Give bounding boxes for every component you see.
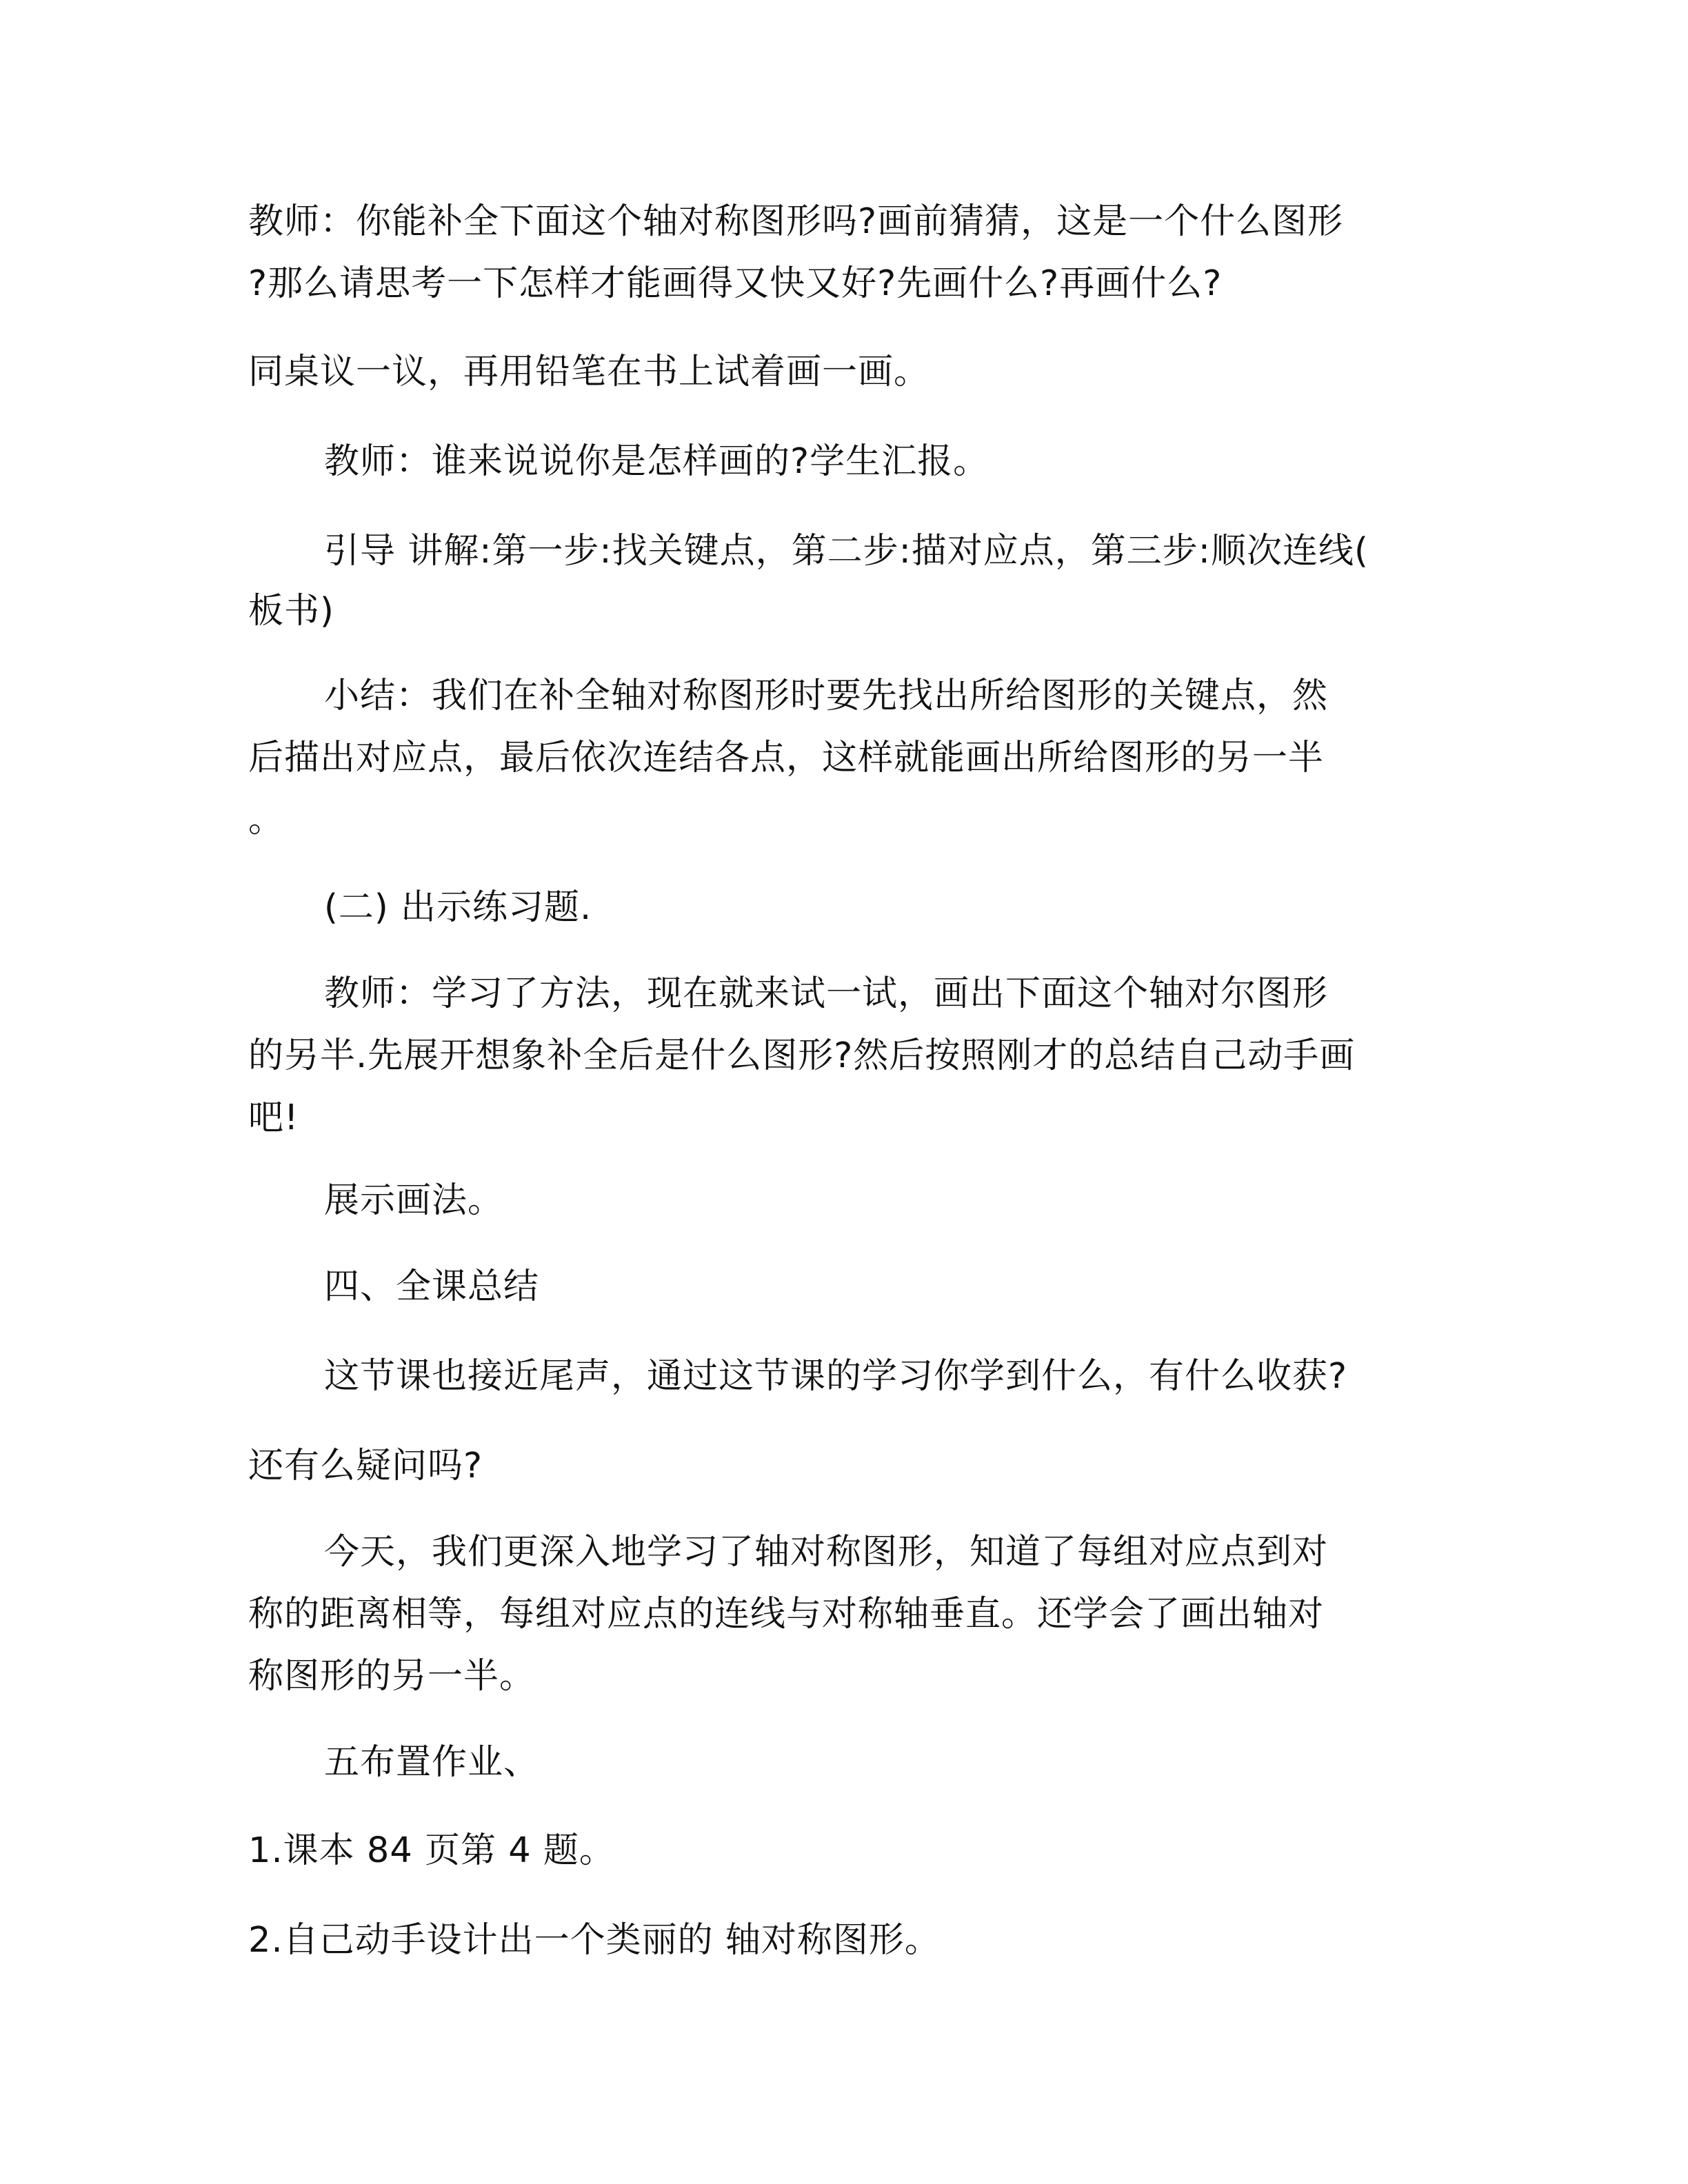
text-line: 的另半.先展开想象补全后是什么图形?然后按照刚才的总结自己动手画 <box>248 1035 1356 1076</box>
list-item: 2.自己动手设计出一个类丽的 轴对称图形。 <box>248 1920 941 1961</box>
text-line: 展示画法。 <box>324 1180 504 1221</box>
text-line: 这节课也接近尾声，通过这节课的学习你学到什么，有什么收获? <box>324 1356 1348 1397</box>
text-line: 称图形的另一半。 <box>248 1656 536 1697</box>
text-line: 称的距离相等，每组对应点的连线与对称轴垂直。还学会了画出轴对 <box>248 1594 1325 1635</box>
text-line: 板书) <box>248 591 334 631</box>
text-line: 今天，我们更深入地学习了轴对称图形，知道了每组对应点到对 <box>324 1532 1329 1573</box>
text-line: 教师：学习了方法，现在就来试一试，画出下面这个轴对尔图形 <box>324 973 1329 1014</box>
text-line: 教师：你能补全下面这个轴对称图形吗?画前猜猜，这是一个什么图形 <box>248 201 1344 242</box>
text-line: 吧! <box>248 1098 299 1138</box>
text-line: (二) 出示练习题. <box>324 887 592 928</box>
text-line: 引导 讲解:第一步:找关键点，第二步:描对应点，第三步:顺次连线( <box>324 531 1369 572</box>
text-line: 后描出对应点，最后依次连结各点，这样就能画出所给图形的另一半 <box>248 738 1325 778</box>
text-line: 小结：我们在补全轴对称图形时要先找出所给图形的关键点，然 <box>324 676 1329 716</box>
text-line: 还有么疑问吗? <box>248 1446 483 1486</box>
section-heading: 五布置作业、 <box>324 1742 540 1783</box>
text-line: ?那么请思考一下怎样才能画得又快又好?先画什么?再画什么? <box>248 263 1223 304</box>
list-item: 1.课本 84 页第 4 题。 <box>248 1830 615 1871</box>
text-line: 教师：谁来说说你是怎样画的?学生汇报。 <box>324 441 989 482</box>
section-heading: 四、全课总结 <box>324 1266 540 1307</box>
text-line: 。 <box>248 800 285 840</box>
text-line: 同桌议一议，再用铅笔在书上试着画一画。 <box>248 352 930 392</box>
